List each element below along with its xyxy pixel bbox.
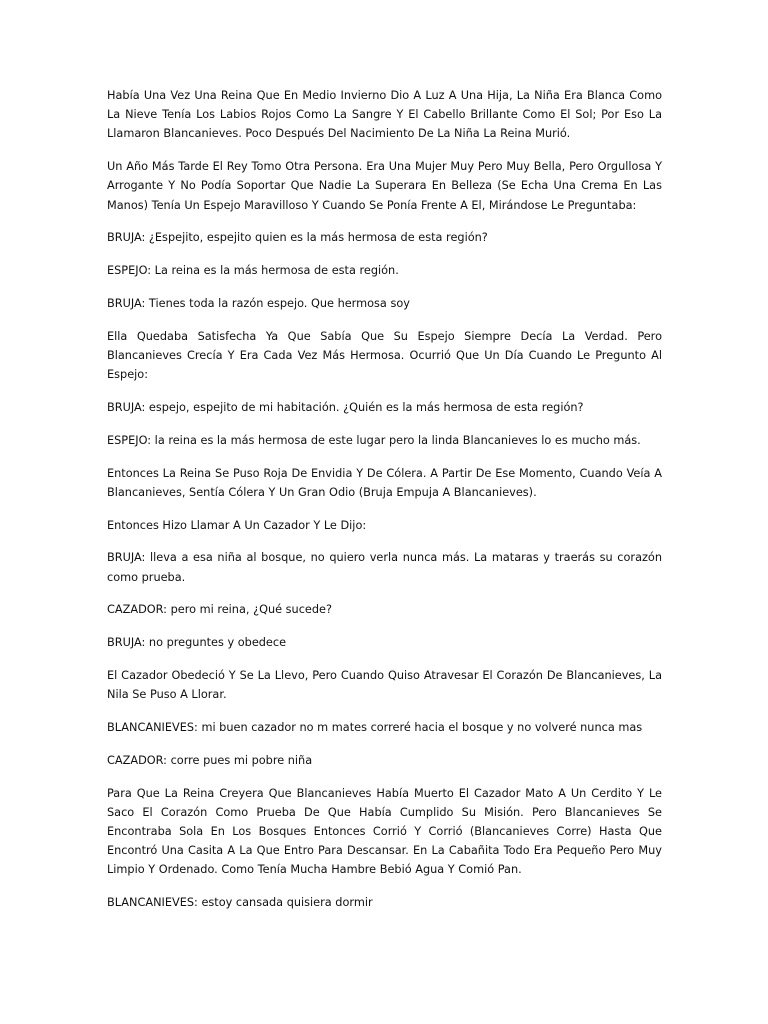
dialogue-line: BRUJA: ¿Espejito, espejito quien es la más hermosa de esta región? xyxy=(107,231,488,245)
dialogue-line: BLANCANIEVES: estoy cansada quisiera dormir xyxy=(107,896,373,910)
narrative-paragraph: Un Año Más Tarde El Rey Tomo Otra Persona. Era Una Mujer Muy Pero Muy Bella, Pero Orgullosa Y Arrogante Y No Podía Soportar Que Nadie La Superara En Belleza (Se Echa Una Crema En Las Manos) Tenía Un Espejo Maravilloso Y Cuando Se Ponía Frente A El, Mirándose Le Preguntaba: xyxy=(107,160,662,212)
dialogue-line: CAZADOR: corre pues mi pobre niña xyxy=(107,753,313,767)
narrative-paragraph: Entonces Hizo Llamar A Un Cazador Y Le Dijo: xyxy=(107,518,367,532)
dialogue-line: BRUJA: lleva a esa niña al bosque, no quiero verla nunca más. La mataras y traerás su corazón como prueba. xyxy=(107,551,662,584)
dialogue-line: ESPEJO: la reina es la más hermosa de este lugar pero la linda Blancanieves lo es mucho más. xyxy=(107,433,641,447)
dialogue-line: BLANCANIEVES: mi buen cazador no m mates correré hacia el bosque y no volveré nunca mas xyxy=(107,720,643,734)
dialogue-line: BRUJA: Tienes toda la razón espejo. Que hermosa soy xyxy=(107,297,410,310)
narrative-paragraph: Ella Quedaba Satisfecha Ya Que Sabía Que Su Espejo Siempre Decía La Verdad. Pero Blancanieves Crecía Y Era Cada Vez Más Hermosa. Ocurrió Que Un Día Cuando Le Pregunto Al Espejo: xyxy=(107,329,662,382)
narrative-paragraph: Entonces La Reina Se Puso Roja De Envidia Y De Cólera. A Partir De Ese Momento, Cuando Veía A Blancanieves, Sentía Cólera Y Un Gran Odio (Bruja Empuja A Blancanieves). xyxy=(107,466,662,499)
narrative-paragraph: Para Que La Reina Creyera Que Blancanieves Había Muerto El Cazador Mato A Un Cerdito Y Le Saco El Corazón Como Prueba De Que Había Cumplido Su Misión. Pero Blancanieves Se Encontraba Sola En Los Bosques Entonces Corrió Y Corrió (Blancanieves Corre) Hasta Que Encontró Una Casita A La Que Entro Para Descansar. En La Cabañita Todo Era Pequeño Pero Muy Limpio Y Ordenado. Como Tenía Mucha Hambre Bebió Agua Y Comió Pan. xyxy=(107,786,662,877)
document-body xyxy=(107,86,662,926)
dialogue-line: CAZADOR: pero mi reina, ¿Qué sucede? xyxy=(107,603,332,617)
dialogue-line: BRUJA: no preguntes y obedece xyxy=(107,636,287,650)
dialogue-line: BRUJA: espejo, espejito de mi habitación. ¿Quién es la más hermosa de esta región? xyxy=(107,401,584,414)
narrative-paragraph: Había Una Vez Una Reina Que En Medio Invierno Dio A Luz A Una Hija, La Niña Era Blanca Como La Nieve Tenía Los Labios Rojos Como La Sangre Y El Cabello Brillante Como El Sol; Por Eso La Llamaron Blancanieves. Poco Después Del Nacimiento De La Niña La Reina Murió. xyxy=(107,89,662,141)
narrative-paragraph: El Cazador Obedeció Y Se La Llevo, Pero Cuando Quiso Atravesar El Corazón De Blancanieves, La Nila Se Puso A Llorar. xyxy=(107,668,662,702)
dialogue-line: ESPEJO: La reina es la más hermosa de esta región. xyxy=(107,264,399,278)
